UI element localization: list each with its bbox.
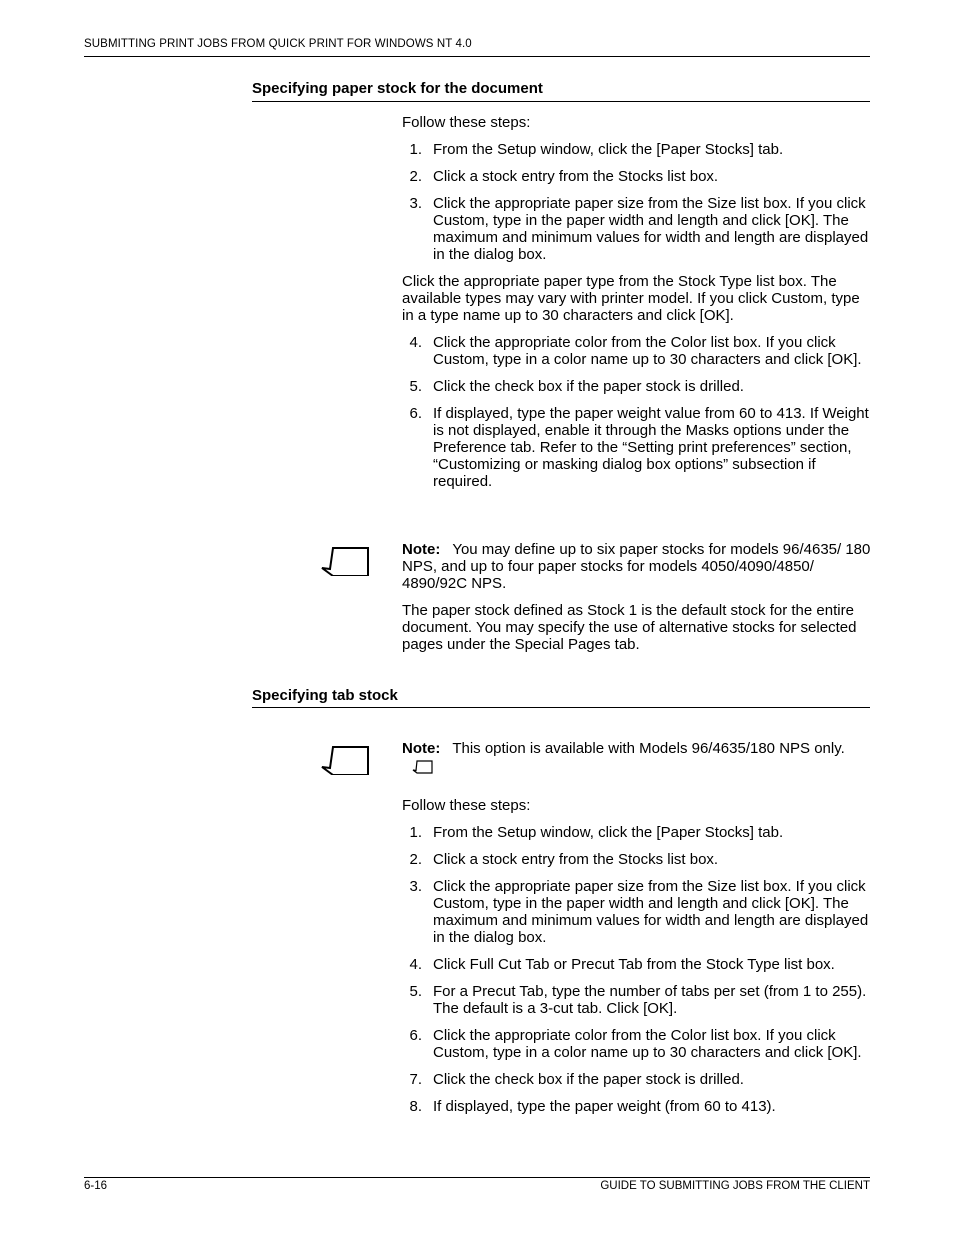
section-heading-tab-stock: Specifying tab stock — [252, 687, 398, 704]
note — [402, 541, 872, 592]
step-text: Click a stock entry from the Stocks list box. — [433, 851, 719, 868]
step-text: Click the appropriate paper size from the Size list box. If you click Custom, type in the paper width and length and click [OK]. The maximum and minimum values for width and length are displayed in the dialog box. — [433, 195, 869, 263]
list-item — [402, 334, 872, 368]
note-text: This option is available with Models 96/4635/180 NPS only. — [452, 740, 845, 757]
step-number: 5. — [409, 378, 422, 395]
intro-text: Follow these steps: — [402, 114, 531, 131]
step-text: Click the check box if the paper stock is drilled. — [433, 1071, 744, 1088]
list-item — [402, 851, 872, 868]
step-text: Click the appropriate color from the Color list box. If you click Custom, type in a color name up to 30 characters and click [OK]. — [433, 334, 862, 368]
footer-rule — [84, 1177, 870, 1178]
note-text: You may define up to six paper stocks for models 96/4635/ 180 NPS, and up to four paper stocks for models 4050/4090/4850/ 4890/92C NPS. — [402, 541, 871, 592]
step-number: 8. — [409, 1098, 422, 1115]
step-number: 2. — [409, 851, 422, 868]
end-of-note-icon — [412, 760, 434, 774]
step-number: 2. — [409, 168, 422, 185]
note-block-tab-stock — [402, 740, 872, 784]
list-item — [402, 168, 872, 185]
step-number: 1. — [409, 141, 422, 158]
note-block-paper-stock — [402, 541, 872, 663]
stock-type-paragraph: Click the appropriate paper type from the Stock Type list box. The available types may vary with printer model. If you click Custom, type in a type name up to 30 characters and click [OK]. — [402, 273, 860, 324]
note — [402, 740, 872, 774]
note-icon — [320, 743, 370, 775]
section-body-tab-stock — [402, 797, 872, 1125]
step-text: From the Setup window, click the [Paper Stocks] tab. — [433, 824, 784, 841]
step-number: 6. — [409, 1027, 422, 1044]
step-number: 3. — [409, 878, 422, 895]
list-item — [402, 1098, 872, 1115]
list-item — [402, 878, 872, 946]
note-label: Note: — [402, 740, 441, 757]
step-number: 1. — [409, 824, 422, 841]
running-header: SUBMITTING PRINT JOBS FROM QUICK PRINT FOR WINDOWS NT 4.0 — [84, 38, 472, 50]
list-item — [402, 956, 872, 973]
step-text: Click the check box if the paper stock is drilled. — [433, 378, 744, 395]
step-number: 7. — [409, 1071, 422, 1088]
list-item — [402, 824, 872, 841]
steps-list — [402, 141, 872, 263]
step-number: 3. — [409, 195, 422, 212]
list-item — [402, 378, 872, 395]
list-item — [402, 195, 872, 263]
step-number: 4. — [409, 334, 422, 351]
step-number: 6. — [409, 405, 422, 422]
intro-text: Follow these steps: — [402, 797, 531, 814]
step-text: Click a stock entry from the Stocks list box. — [433, 168, 719, 185]
note-icon — [320, 544, 370, 576]
step-number: 5. — [409, 983, 422, 1000]
section-rule-paper-stock — [252, 101, 870, 102]
section-rule-tab-stock — [252, 707, 870, 708]
note-label: Note: — [402, 541, 441, 558]
section-body-paper-stock — [402, 114, 872, 500]
section-heading-paper-stock: Specifying paper stock for the document — [252, 80, 543, 97]
footer-guide-title: GUIDE TO SUBMITTING JOBS FROM THE CLIENT — [600, 1180, 870, 1192]
list-item — [402, 983, 872, 1017]
step-text: Click the appropriate paper size from the Size list box. If you click Custom, type in the paper width and length and click [OK]. The maximum and minimum values for width and length are displayed in the dialog box. — [433, 878, 869, 946]
step-number: 4. — [409, 956, 422, 973]
step-text: If displayed, type the paper weight (from 60 to 413). — [433, 1098, 776, 1115]
step-text: If displayed, type the paper weight value from 60 to 413. If Weight is not displayed, enable it through the Masks options under the Preference tab. Refer to the “Setting print preferences” section, “Customizing or masking dialog box options” subsection if required. — [433, 405, 869, 490]
page-number: 6-16 — [84, 1180, 108, 1192]
list-item — [402, 1071, 872, 1088]
step-text: From the Setup window, click the [Paper Stocks] tab. — [433, 141, 784, 158]
step-text: Click Full Cut Tab or Precut Tab from the Stock Type list box. — [433, 956, 835, 973]
default-stock-paragraph: The paper stock defined as Stock 1 is the default stock for the entire document. You may specify the use of alternative stocks for selected pages under the Special Pages tab. — [402, 602, 857, 653]
list-item — [402, 141, 872, 158]
step-text: Click the appropriate color from the Color list box. If you click Custom, type in a color name up to 30 characters and click [OK]. — [433, 1027, 862, 1061]
list-item — [402, 1027, 872, 1061]
step-text: For a Precut Tab, type the number of tabs per set (from 1 to 255). The default is a 3-cut tab. Click [OK]. — [433, 983, 867, 1017]
header-rule — [84, 56, 870, 57]
list-item — [402, 405, 872, 490]
steps-list — [402, 334, 872, 490]
steps-list — [402, 824, 872, 1115]
